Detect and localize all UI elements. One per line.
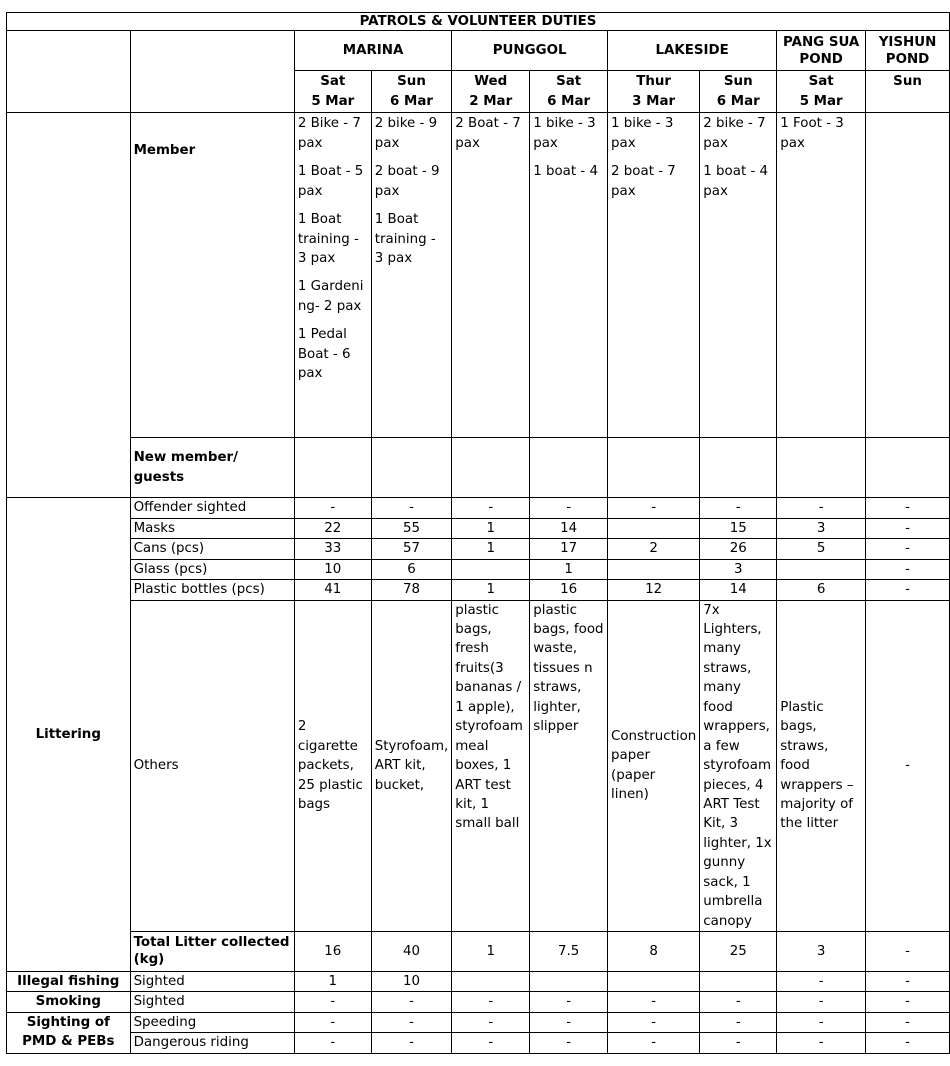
value-cell	[608, 518, 700, 538]
value-cell	[700, 972, 777, 992]
day-label: Sat	[530, 71, 608, 92]
value-cell: -	[452, 498, 530, 518]
value-cell: 10	[371, 972, 452, 992]
member-cell	[777, 113, 866, 438]
value-cell: -	[608, 1033, 700, 1053]
value-cell: -	[866, 498, 950, 518]
site-name: PANG SUA POND	[777, 31, 866, 71]
table-title: PATROLS & VOLUNTEER DUTIES	[7, 13, 950, 31]
value-cell: 33	[294, 539, 371, 559]
empty-cell	[700, 438, 777, 498]
date-label: 5 Mar	[777, 92, 866, 113]
member-label: Member	[130, 113, 294, 438]
value-cell: -	[866, 992, 950, 1012]
empty-cell	[452, 438, 530, 498]
value-cell: -	[294, 1033, 371, 1053]
member-entry: 1 Pedal Boat - 6 pax	[297, 327, 351, 382]
value-cell: -	[452, 992, 530, 1012]
empty-cell	[866, 438, 950, 498]
value-cell: -	[866, 972, 950, 992]
row-label: Speeding	[130, 1012, 294, 1032]
value-cell: 3	[777, 932, 866, 972]
value-cell: -	[700, 1033, 777, 1053]
others-cell: plastic bags, food waste, tissues n straws, lighter, slipper	[530, 600, 608, 931]
value-cell: 5	[777, 539, 866, 559]
new-member-label: New member/ guests	[130, 438, 294, 498]
row-label: Sighted	[130, 992, 294, 1012]
member-cell	[608, 113, 700, 438]
others-cell: 7x Lighters, many straws, many food wrappers, a few styrofoam pieces, 4 ART Test Kit, 3 lighter, 1x gunny sack, 1 umbrella canopy	[700, 600, 777, 931]
empty-cell	[530, 438, 608, 498]
member-cell	[371, 113, 452, 438]
illegal-fishing-row	[7, 972, 950, 992]
value-cell: 40	[371, 932, 452, 972]
value-cell: -	[530, 1012, 608, 1032]
day-label: Sun	[700, 71, 777, 92]
member-row	[7, 113, 950, 438]
smoking-label: Smoking	[7, 992, 131, 1012]
value-cell: 6	[777, 580, 866, 600]
day-label: Thur	[608, 71, 700, 92]
others-row	[7, 600, 950, 931]
value-cell	[608, 972, 700, 992]
value-cell: -	[866, 518, 950, 538]
others-cell: 2 cigarette packets, 25 plastic bags	[294, 600, 371, 931]
value-cell: 16	[530, 580, 608, 600]
member-entry: 2 bike - 7 pax	[703, 116, 766, 151]
value-cell: -	[452, 1033, 530, 1053]
value-cell: -	[866, 1012, 950, 1032]
member-entry: 1 bike - 3 pax	[533, 116, 596, 151]
value-cell: -	[371, 498, 452, 518]
value-cell: -	[866, 539, 950, 559]
value-cell	[452, 559, 530, 579]
value-cell: -	[866, 580, 950, 600]
value-cell: 1	[452, 932, 530, 972]
value-cell	[608, 559, 700, 579]
member-cell	[452, 113, 530, 438]
value-cell	[530, 972, 608, 992]
littering-row	[7, 580, 950, 600]
member-entry: 1 Boat - 5 pax	[297, 164, 364, 199]
value-cell: -	[700, 498, 777, 518]
member-entry: 1 Gardening- 2 pax	[297, 279, 364, 314]
member-entry: 1 Boat training - 3 pax	[297, 212, 359, 267]
littering-label: Littering	[7, 498, 131, 972]
total-label: Total Litter collected (kg)	[130, 932, 294, 972]
value-cell: -	[608, 498, 700, 518]
value-cell: -	[777, 498, 866, 518]
date-label: 2 Mar	[452, 92, 530, 113]
member-entry: 1 boat - 4	[533, 164, 599, 180]
title-row	[7, 13, 950, 31]
corner-cell	[130, 31, 294, 113]
value-cell: -	[530, 498, 608, 518]
value-cell: 6	[371, 559, 452, 579]
member-cell	[700, 113, 777, 438]
duties-table	[6, 12, 950, 1054]
value-cell: -	[777, 992, 866, 1012]
others-cell: Construction paper (paper linen)	[608, 600, 700, 931]
pmd-row	[7, 1033, 950, 1053]
pmd-row	[7, 1012, 950, 1032]
date-label: 3 Mar	[608, 92, 700, 113]
value-cell: 26	[700, 539, 777, 559]
row-label: Sighted	[130, 972, 294, 992]
value-cell: -	[866, 559, 950, 579]
value-cell: -	[371, 1012, 452, 1032]
member-entry: 2 Boat - 7 pax	[455, 116, 521, 151]
value-cell: -	[777, 1012, 866, 1032]
others-cell: plastic bags, fresh fruits(3 bananas / 1 apple), styrofoam meal boxes, 1 ART test kit, 1 small ball	[452, 600, 530, 931]
corner-cell	[7, 31, 131, 113]
member-entry: 2 Bike - 7 pax	[297, 116, 361, 151]
empty-cell	[7, 113, 131, 498]
others-cell: Styrofoam, ART kit, bucket,	[371, 600, 452, 931]
littering-row	[7, 559, 950, 579]
others-label: Others	[130, 600, 294, 931]
date-label: 6 Mar	[530, 92, 608, 113]
value-cell: 22	[294, 518, 371, 538]
member-entry: 1 boat - 4 pax	[703, 164, 769, 199]
member-cell	[294, 113, 371, 438]
member-entry: 1 Foot - 3 pax	[780, 116, 844, 151]
value-cell: 3	[777, 518, 866, 538]
member-entry: 2 boat - 7 pax	[611, 164, 676, 199]
member-cell	[530, 113, 608, 438]
value-cell: -	[608, 1012, 700, 1032]
member-entry: 2 bike - 9 pax	[374, 116, 438, 151]
value-cell: -	[294, 992, 371, 1012]
others-cell: Plastic bags, straws, food wrappers – majority of the litter	[777, 600, 866, 931]
empty-cell	[608, 438, 700, 498]
littering-row	[7, 498, 950, 518]
value-cell: -	[700, 1012, 777, 1032]
value-cell: -	[530, 992, 608, 1012]
value-cell: 55	[371, 518, 452, 538]
value-cell: 41	[294, 580, 371, 600]
date-label	[866, 92, 950, 113]
value-cell: -	[371, 1033, 452, 1053]
value-cell: -	[294, 1012, 371, 1032]
member-entry: 1 Boat training - 3 pax	[374, 212, 436, 267]
row-label: Masks	[130, 518, 294, 538]
row-label: Dangerous riding	[130, 1033, 294, 1053]
value-cell: -	[700, 992, 777, 1012]
pmd-label: Sighting of PMD & PEBs	[7, 1012, 131, 1053]
date-label: 6 Mar	[371, 92, 452, 113]
total-row	[7, 932, 950, 972]
value-cell: 14	[530, 518, 608, 538]
value-cell: 12	[608, 580, 700, 600]
value-cell: 78	[371, 580, 452, 600]
value-cell: -	[866, 1033, 950, 1053]
value-cell: 8	[608, 932, 700, 972]
value-cell: -	[777, 1033, 866, 1053]
date-label: 6 Mar	[700, 92, 777, 113]
site-name: LAKESIDE	[608, 31, 777, 71]
day-label: Sun	[371, 71, 452, 92]
value-cell: 3	[700, 559, 777, 579]
member-entry: 2 boat - 9 pax	[374, 164, 440, 199]
value-cell: 17	[530, 539, 608, 559]
value-cell: 2	[608, 539, 700, 559]
value-cell: 1	[452, 518, 530, 538]
value-cell: -	[294, 498, 371, 518]
value-cell: 1	[530, 559, 608, 579]
member-entry: 1 bike - 3 pax	[611, 116, 674, 151]
empty-cell	[777, 438, 866, 498]
value-cell	[777, 559, 866, 579]
empty-cell	[294, 438, 371, 498]
smoking-row	[7, 992, 950, 1012]
value-cell: -	[371, 992, 452, 1012]
day-label: Sat	[294, 71, 371, 92]
day-label: Sun	[866, 71, 950, 92]
row-label: Plastic bottles (pcs)	[130, 580, 294, 600]
row-label: Cans (pcs)	[130, 539, 294, 559]
date-label: 5 Mar	[294, 92, 371, 113]
row-label: Offender sighted	[130, 498, 294, 518]
value-cell: -	[777, 972, 866, 992]
value-cell: 1	[452, 539, 530, 559]
value-cell: 10	[294, 559, 371, 579]
value-cell	[452, 972, 530, 992]
illegal-fishing-label: Illegal fishing	[7, 972, 131, 992]
site-name: YISHUN POND	[866, 31, 950, 71]
value-cell: 16	[294, 932, 371, 972]
member-cell	[866, 113, 950, 438]
others-cell: -	[866, 600, 950, 931]
value-cell: -	[608, 992, 700, 1012]
day-label: Sat	[777, 71, 866, 92]
new-member-row	[7, 438, 950, 498]
day-label: Wed	[452, 71, 530, 92]
row-label: Glass (pcs)	[130, 559, 294, 579]
value-cell: -	[866, 932, 950, 972]
site-name: PUNGGOL	[452, 31, 608, 71]
value-cell: 7.5	[530, 932, 608, 972]
value-cell: -	[530, 1033, 608, 1053]
site-header-row	[7, 31, 950, 71]
site-name: MARINA	[294, 31, 451, 71]
value-cell: 25	[700, 932, 777, 972]
value-cell: -	[452, 1012, 530, 1032]
value-cell: 15	[700, 518, 777, 538]
value-cell: 1	[452, 580, 530, 600]
value-cell: 57	[371, 539, 452, 559]
value-cell: 1	[294, 972, 371, 992]
littering-row	[7, 539, 950, 559]
empty-cell	[371, 438, 452, 498]
value-cell: 14	[700, 580, 777, 600]
littering-row	[7, 518, 950, 538]
